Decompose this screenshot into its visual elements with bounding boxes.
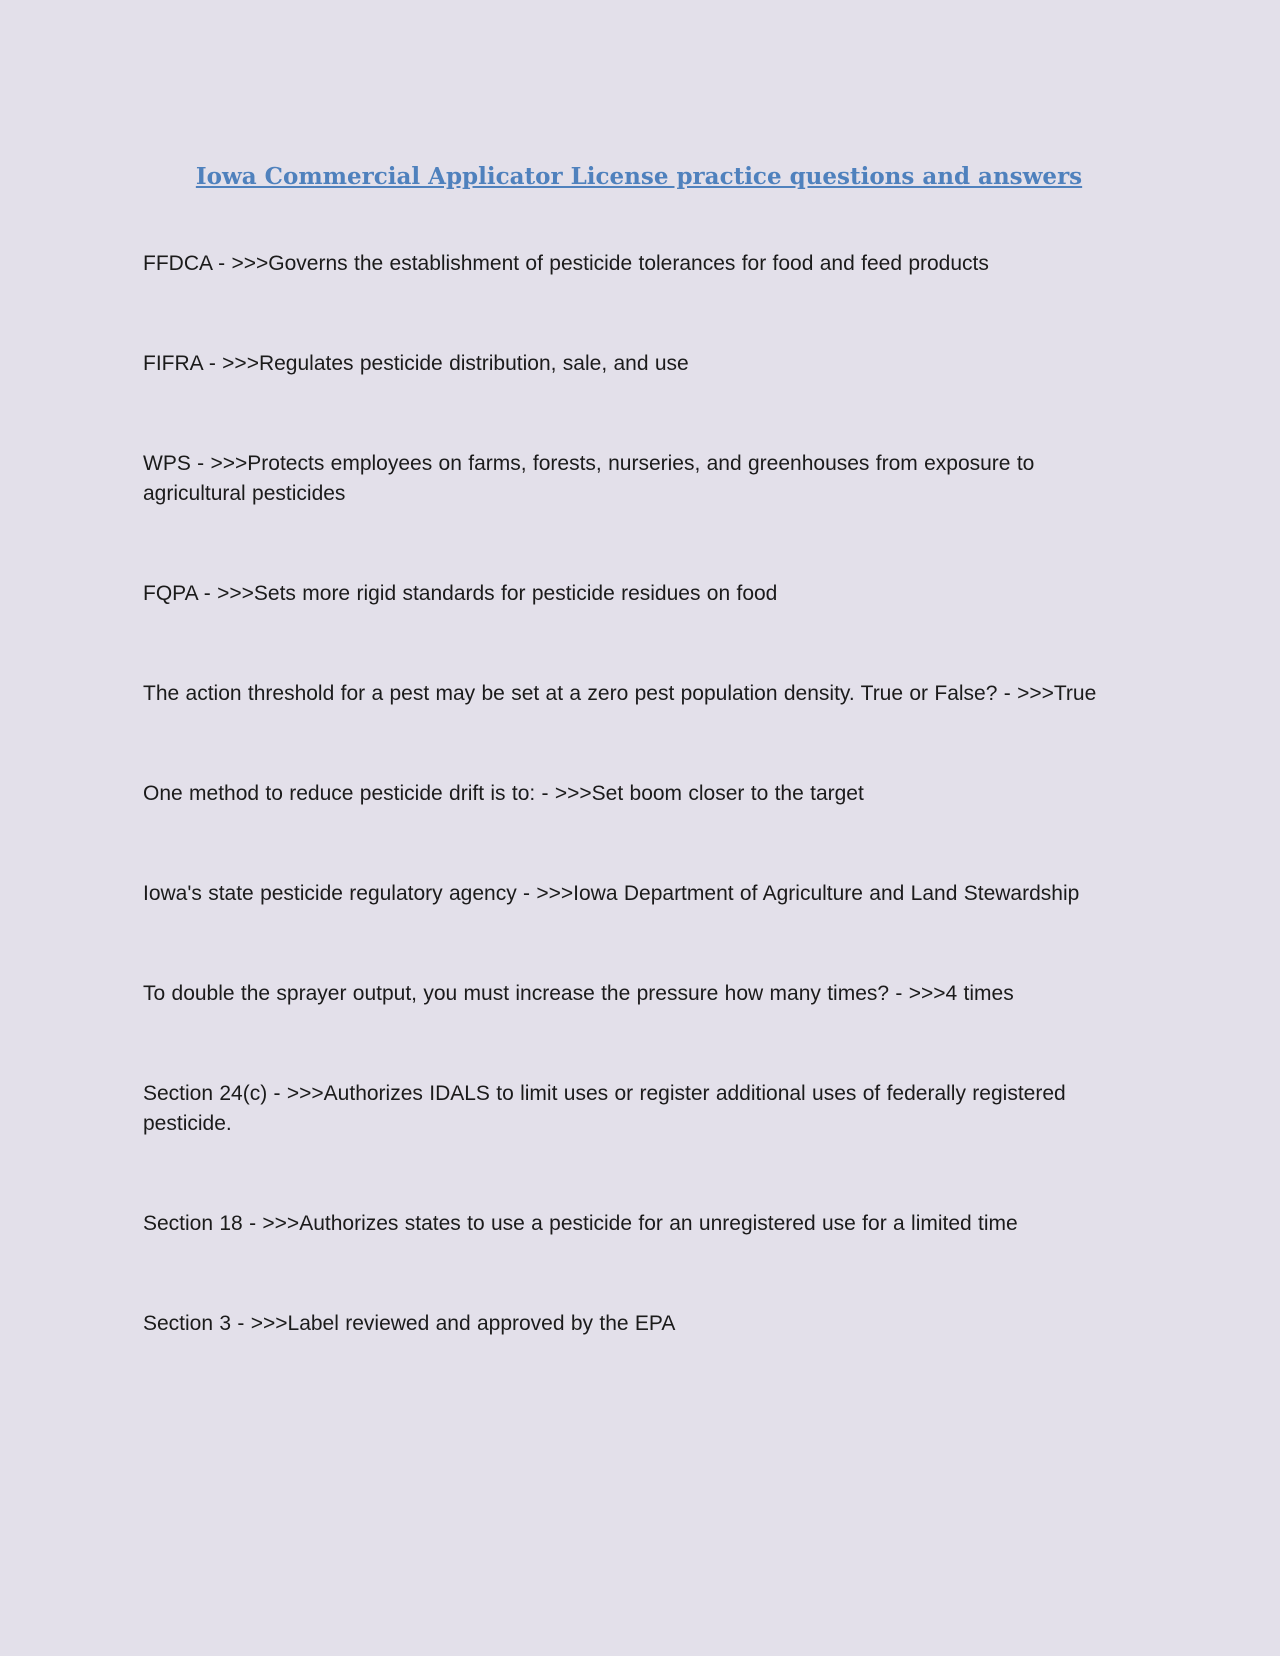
qa-item: One method to reduce pesticide drift is to: - >>>Set boom closer to the target	[143, 782, 864, 805]
qa-item: Section 18 - >>>Authorizes states to use a pesticide for an unregistered use for a limited time	[143, 1212, 1018, 1235]
document-title: Iowa Commercial Applicator License practice questions and answers	[195, 163, 1083, 190]
qa-item: To double the sprayer output, you must increase the pressure how many times? - >>>4 times	[143, 982, 1014, 1005]
qa-item: Section 3 - >>>Label reviewed and approved by the EPA	[143, 1312, 676, 1335]
qa-item: FIFRA - >>>Regulates pesticide distribution, sale, and use	[143, 352, 689, 375]
qa-item: FQPA - >>>Sets more rigid standards for pesticide residues on food	[143, 582, 778, 605]
qa-item: Iowa's state pesticide regulatory agency - >>>Iowa Department of Agriculture and Land Stewardship	[143, 882, 1080, 905]
qa-item: The action threshold for a pest may be set at a zero pest population density. True or False? - >>>True	[143, 682, 1097, 705]
qa-item: WPS - >>>Protects employees on farms, forests, nurseries, and greenhouses from exposure to agricultural pesticides	[143, 452, 1035, 505]
qa-list	[143, 249, 1135, 1339]
qa-item: Section 24(c) - >>>Authorizes IDALS to limit uses or register additional uses of federally registered pesticide.	[143, 1082, 1066, 1135]
qa-item: FFDCA - >>>Governs the establishment of pesticide tolerances for food and feed products	[143, 252, 989, 275]
